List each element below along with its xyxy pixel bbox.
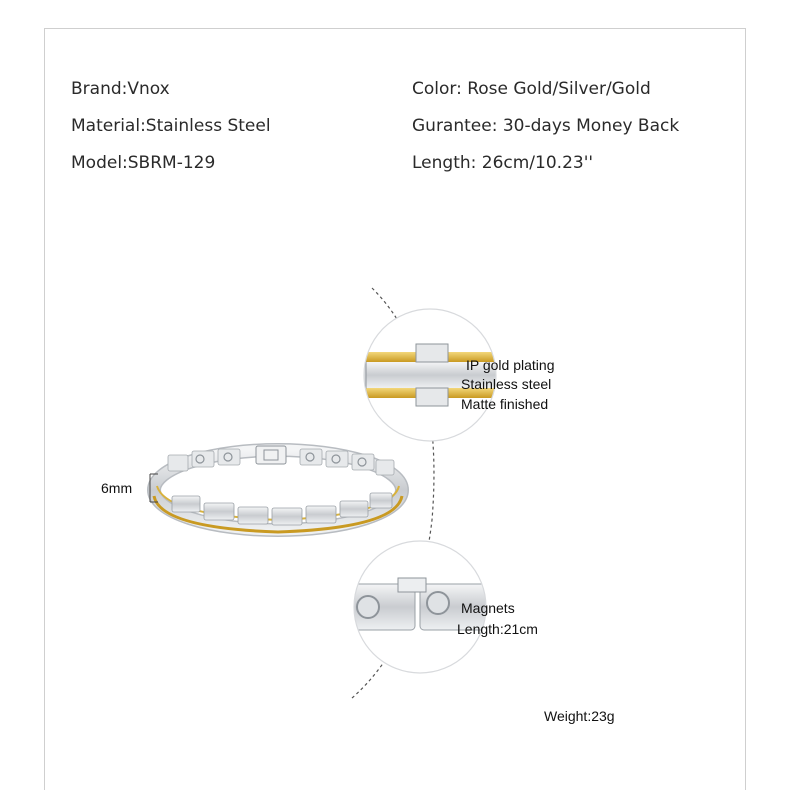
spec-color: Color: Rose Gold/Silver/Gold bbox=[412, 79, 651, 99]
callout-stainless: Stainless steel bbox=[461, 376, 552, 392]
spec-material: Material:Stainless Steel bbox=[71, 116, 271, 136]
callout-matte: Matte finished bbox=[461, 396, 549, 412]
spec-guarantee: Gurantee: 30-days Money Back bbox=[412, 116, 680, 136]
callout-length: Length:21cm bbox=[457, 621, 538, 637]
spec-brand: Brand:Vnox bbox=[71, 79, 170, 99]
callout-ip-gold: IP gold plating bbox=[466, 357, 555, 373]
callout-magnets: Magnets bbox=[461, 600, 515, 616]
weight-label: Weight:23g bbox=[544, 708, 615, 724]
width-label: 6mm bbox=[101, 480, 133, 496]
bracelet bbox=[154, 446, 402, 532]
spec-model: Model:SBRM-129 bbox=[71, 153, 216, 173]
spec-length: Length: 26cm/10.23'' bbox=[412, 153, 594, 173]
